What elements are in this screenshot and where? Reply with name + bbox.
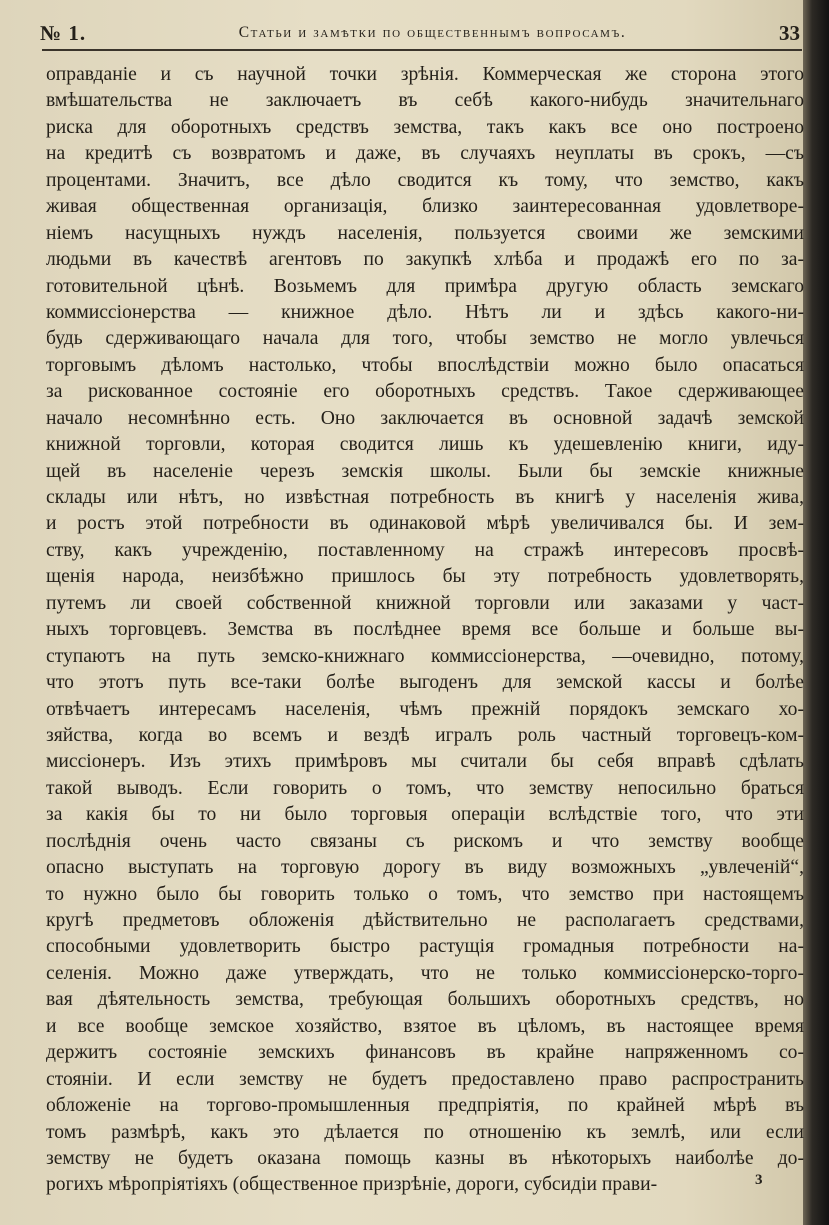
issue-number: № 1. bbox=[40, 20, 87, 45]
text-line: процентами. Значитъ, все дѣло сводится къ тому, что земство, какъ bbox=[46, 169, 804, 191]
text-line: рогихъ мѣропріятіяхъ (общественное призрѣніе, дороги, субсидіи прави- bbox=[46, 1174, 658, 1196]
text-line: держитъ состояніе земскихъ финансовъ въ крайне напряженномъ со- bbox=[46, 1042, 804, 1064]
text-line: что этотъ путь все-таки болѣе выгоденъ для земской кассы и болѣе bbox=[46, 672, 804, 694]
page-edge-shadow bbox=[803, 0, 829, 1225]
text-line: риска для оборотныхъ средствъ земства, такъ какъ все оно построено bbox=[46, 116, 804, 138]
text-line: и все вообще земское хозяйство, взятое въ цѣломъ, въ настоящее время bbox=[46, 1015, 804, 1037]
text-line: миссіонеръ. Изъ этихъ примѣровъ мы считали бы себя вправѣ сдѣлать bbox=[46, 751, 804, 773]
text-line: ству, какъ учрежденію, поставленному на стражѣ интересовъ просвѣ- bbox=[46, 539, 804, 561]
text-line: на кредитѣ съ возвратомъ и даже, въ случаяхъ неуплаты въ срокъ, —съ bbox=[46, 143, 804, 165]
text-line: оправданіе и съ научной точки зрѣнія. Коммерческая же сторона этого bbox=[46, 64, 804, 85]
text-line: готовительной цѣнѣ. Возьмемъ для примѣра другую область земскаго bbox=[46, 275, 804, 297]
text-line: отвѣчаетъ интересамъ населенія, чѣмъ прежній порядокъ земскаго хо- bbox=[46, 698, 804, 720]
text-line: вмѣшательства не заключаетъ въ себѣ какого-нибудь значительнаго bbox=[46, 90, 804, 112]
header-rule bbox=[42, 49, 802, 51]
text-line: вая дѣятельность земства, требующая большихъ оборотныхъ средствъ, но bbox=[46, 989, 804, 1011]
text-line: послѣднія очень часто связаны съ рискомъ и что земству вообще bbox=[46, 830, 804, 852]
text-line: способными удовлетворить быстро растущія громадныя потребности на- bbox=[46, 936, 804, 958]
text-line: путемъ ли своей собственной книжной торговли или заказами у част- bbox=[46, 592, 804, 614]
text-line: зяйства, когда во всемъ и вездѣ игралъ роль частный торговецъ-ком- bbox=[46, 724, 804, 746]
body-text bbox=[46, 62, 804, 1199]
text-line: то нужно было бы говорить только о томъ, что земство при настоящемъ bbox=[46, 883, 804, 905]
text-line: будь сдерживающаго начала для того, чтобы земство не могло увлечься bbox=[46, 328, 804, 350]
text-line: селенія. Можно даже утверждать, что не только коммиссіонерско-торго- bbox=[46, 962, 804, 984]
text-line: людьми въ качествѣ агентовъ по закупкѣ хлѣба и продажѣ его по за- bbox=[46, 249, 804, 271]
text-line: начало несомнѣнно есть. Оно заключается въ основной задачѣ земской bbox=[46, 407, 804, 429]
text-line: торговымъ дѣломъ настолько, чтобы впослѣдствіи можно было опасаться bbox=[46, 354, 804, 376]
text-line: книжной торговли, которая сводится лишь къ удешевленію книги, иду- bbox=[46, 434, 804, 456]
text-line: ныхъ торговцевъ. Земства въ послѣднее время все больше и больше вы- bbox=[46, 619, 804, 641]
text-line: склады или нѣтъ, но извѣстная потребность въ книгѣ у населенія жива, bbox=[46, 487, 804, 508]
text-line: за какія бы то ни было торговыя операціи вслѣдствіе того, что эти bbox=[46, 804, 804, 826]
text-line: и ростъ этой потребности въ одинаковой мѣрѣ увеличивался бы. И зем- bbox=[46, 513, 804, 535]
text-line: щей въ населеніе черезъ земскія школы. Были бы земскіе книжные bbox=[46, 460, 804, 482]
text-line: за рискованное состояніе его оборотныхъ средствъ. Такое сдерживающее bbox=[46, 381, 804, 403]
text-line: томъ размѣрѣ, какъ это дѣлается по отношенію къ землѣ, или если bbox=[46, 1121, 804, 1143]
running-header bbox=[40, 18, 800, 48]
text-line: живая общественная организація, близко заинтересованная удовлетворе- bbox=[46, 196, 804, 218]
text-line: щенія народа, неизбѣжно пришлось бы эту потребность удовлетворять, bbox=[46, 566, 804, 588]
text-line: стояніи. И если земству не будетъ предоставлено право распространить bbox=[46, 1068, 804, 1090]
text-line: ніемъ насущныхъ нуждъ населенія, пользуется своими же земскими bbox=[46, 222, 804, 244]
text-line: земству не будетъ оказана помощь казны въ нѣкоторыхъ наиболѣе до- bbox=[46, 1147, 804, 1169]
text-line: опасно выступать на торговую дорогу въ виду возможныхъ „увлеченій“, bbox=[46, 857, 804, 879]
signature-mark: 3 bbox=[755, 1172, 763, 1188]
text-line: кругѣ предметовъ обложенія дѣйствительно не располагаетъ средствами, bbox=[46, 910, 804, 931]
text-line: такой выводъ. Если говорить о томъ, что земству непосильно браться bbox=[46, 777, 804, 799]
page-number: 33 bbox=[778, 20, 800, 45]
text-line: обложеніе на торгово-промышленныя предпріятія, по крайней мѣрѣ въ bbox=[46, 1095, 804, 1117]
text-line: ступаютъ на путь земско-книжнаго коммиссіонерства, —очевидно, потому, bbox=[46, 645, 804, 667]
section-title: Статьи и замѣтки по общественнымъ вопросамъ. bbox=[238, 24, 627, 41]
text-line: коммиссіонерства — книжное дѣло. Нѣтъ ли и здѣсь какого-ни- bbox=[46, 301, 804, 323]
